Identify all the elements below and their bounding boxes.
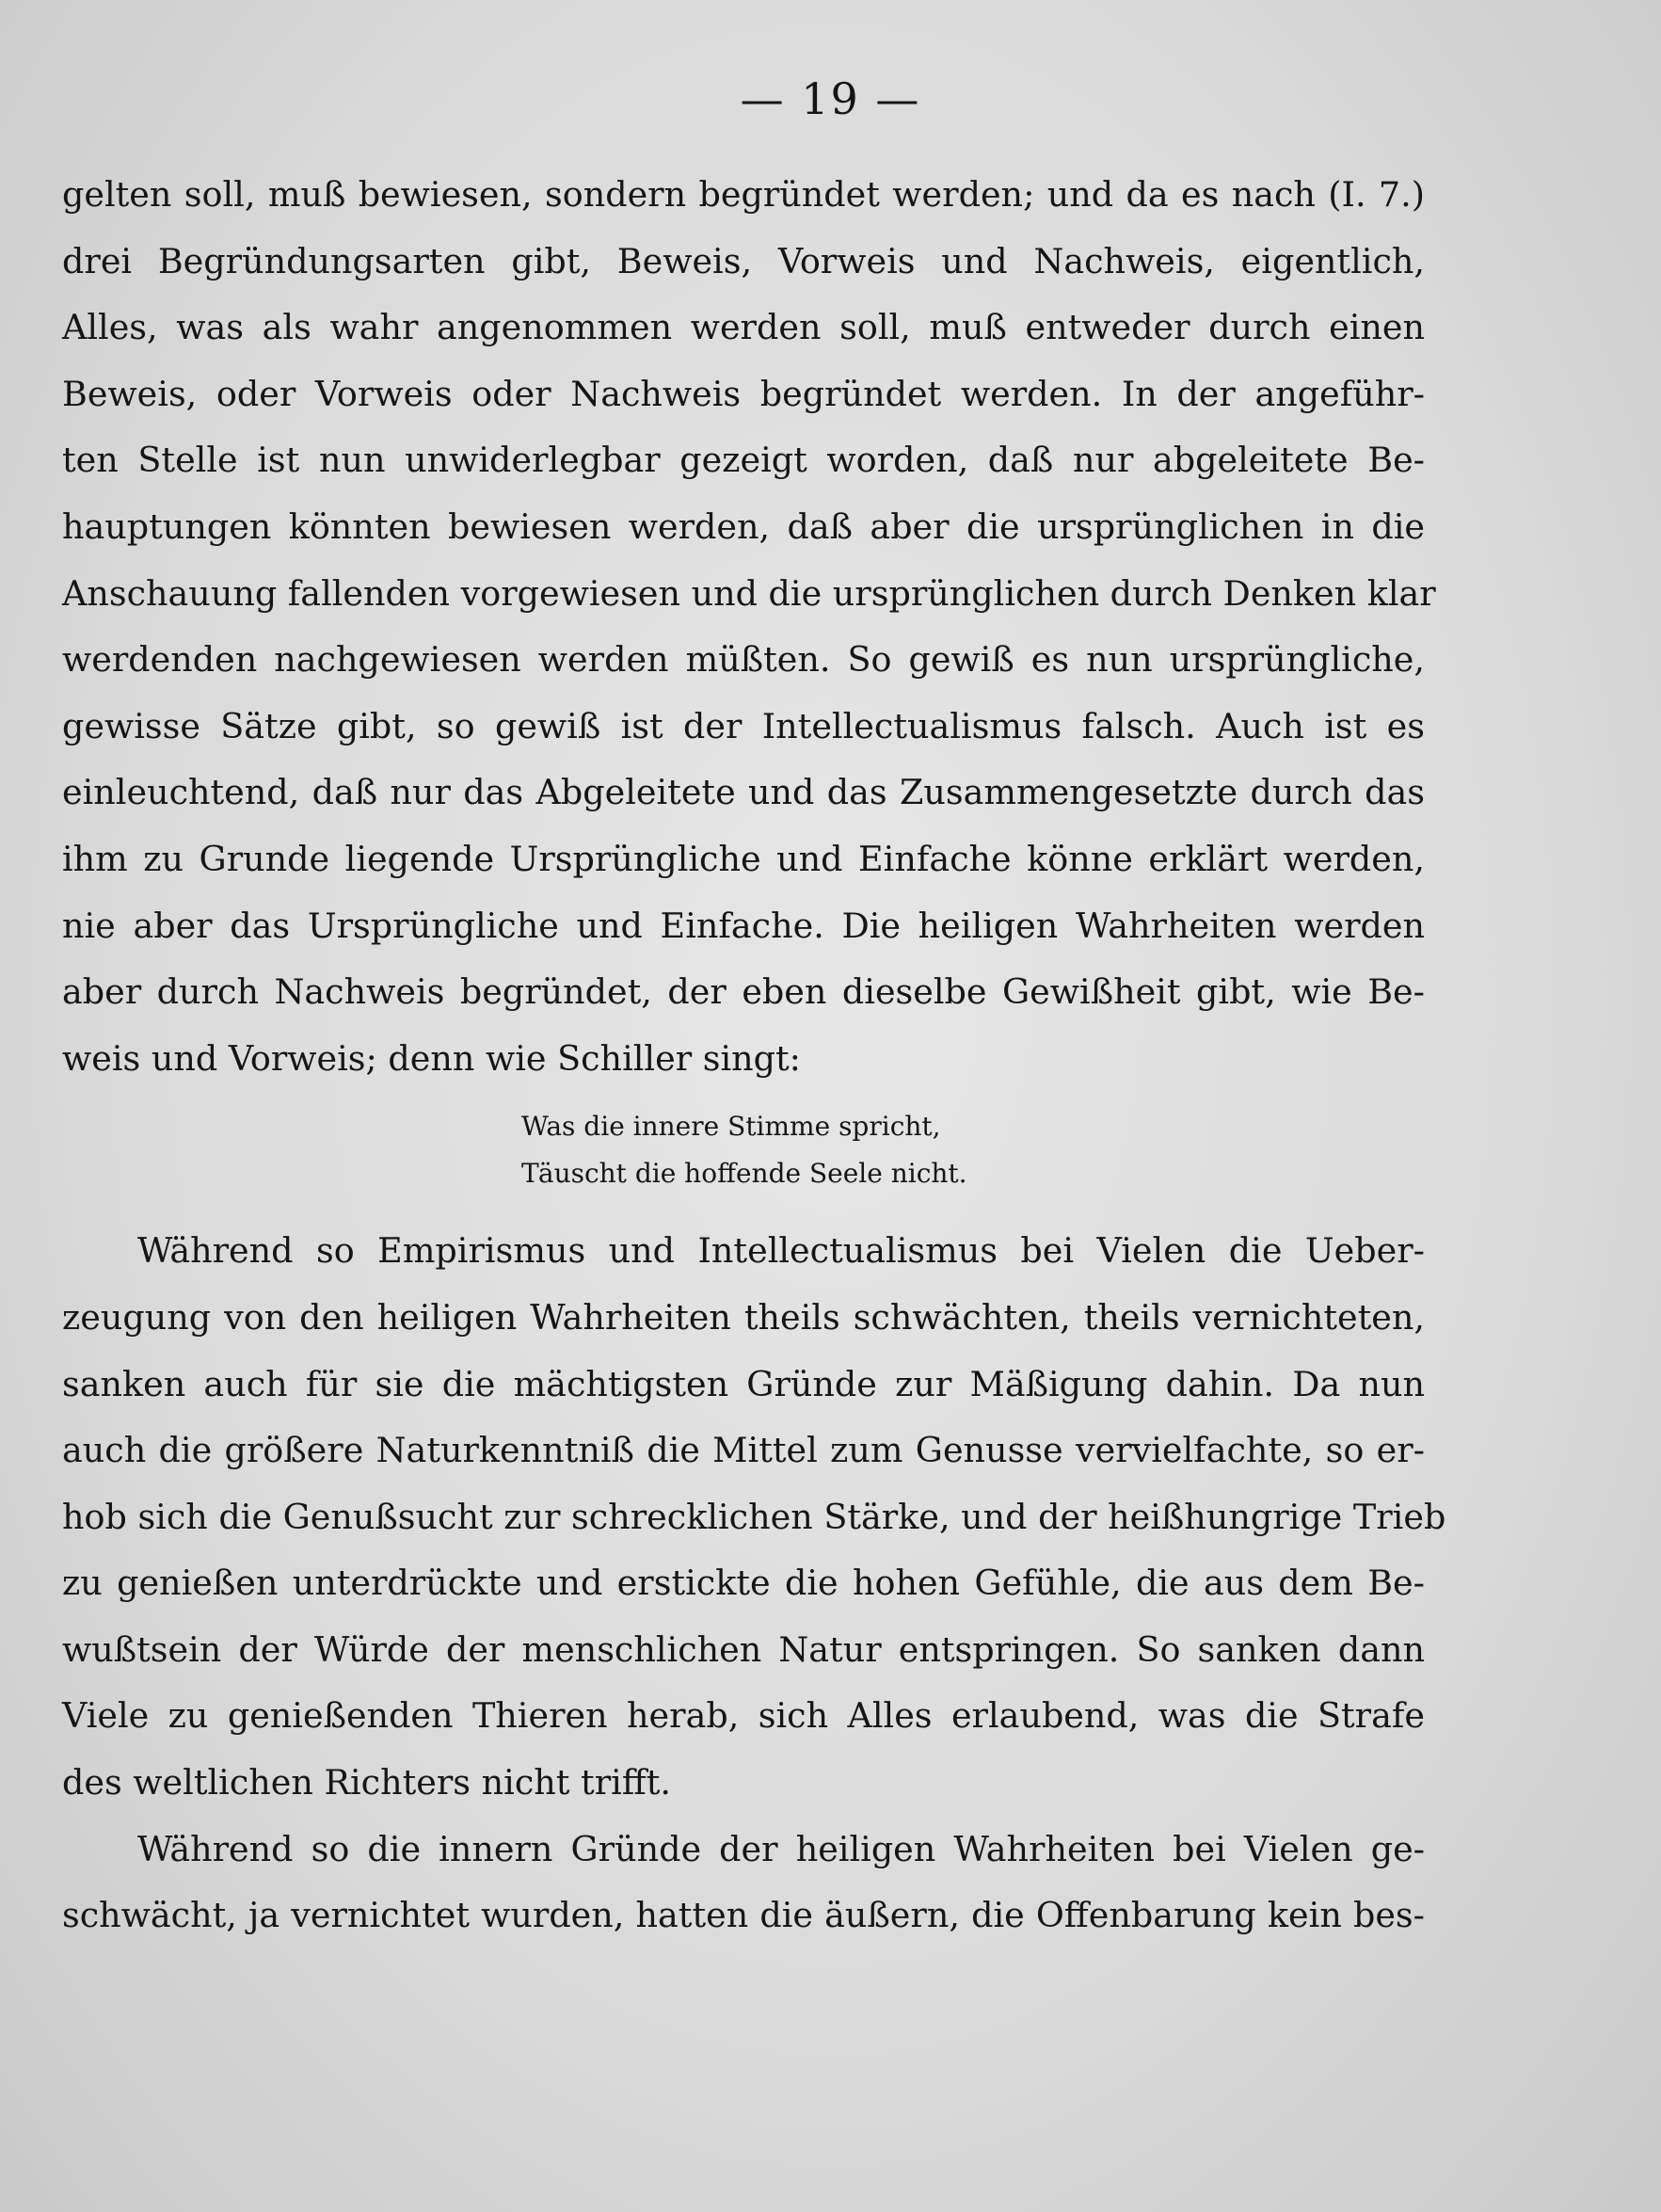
text-line: Anschauung fallenden vorgewiesen und die ursprünglichen durch Denken klar [62,572,1436,614]
text-line: weis und Vorweis; denn wie Schiller singt: [62,1037,801,1079]
paragraph-3 [62,1817,1425,1949]
text-line: Alles, was als wahr angenommen werden soll, muß entweder durch einen [62,307,1425,348]
text-line: nie aber das Ursprüngliche und Einfache. Die heiligen Wahrheiten werden [62,905,1425,946]
text-line: hob sich die Genußsucht zur schrecklichen Stärke, und der heißhungrige Trieb [62,1496,1446,1537]
text-line: Während so Empirismus und Intellectualismus bei Vielen die Ueber- [137,1230,1425,1272]
text-line: werdenden nachgewiesen werden müßten. So gewiß es nun ursprüngliche, [62,639,1425,681]
text-line: schwächt, ja vernichtet wurden, hatten die äußern, die Offenbarung kein bes- [62,1895,1425,1936]
verse-line: Täuscht die hoffende Seele nicht. [521,1158,967,1190]
text-line: ihm zu Grunde liegende Ursprüngliche und Einfache könne erklärt werden, [62,838,1425,879]
text-line: drei Begründungsarten gibt, Beweis, Vorweis und Nachweis, eigentlich, [62,240,1425,281]
verse-quote [62,1092,1425,1218]
text-line: Während so die innern Gründe der heiligen Wahrheiten bei Vielen ge- [137,1828,1425,1869]
text-line: zu genießen unterdrückte und erstickte die hohen Gefühle, die aus dem Be- [62,1563,1425,1604]
text-line: des weltlichen Richters nicht trifft. [62,1762,672,1803]
text-line: gewisse Sätze gibt, so gewiß ist der Intellectualismus falsch. Auch ist es [62,705,1425,746]
text-line: Beweis, oder Vorweis oder Nachweis begründet werden. In der angeführ- [62,373,1425,414]
paragraph-1 [62,162,1436,1092]
text-line: auch die größere Naturkenntniß die Mittel zum Genusse vervielfachte, so er- [62,1430,1425,1471]
paragraph-2 [62,1218,1446,1816]
text-line: wußtsein der Würde der menschlichen Natur entspringen. So sanken dann [62,1628,1425,1670]
text-line: ten Stelle ist nun unwiderlegbar gezeigt worden, daß nur abgeleitete Be- [62,440,1425,481]
text-line: Viele zu genießenden Thieren herab, sich Alles erlaubend, was die Strafe [62,1695,1425,1737]
text-line: sanken auch für sie die mächtigsten Gründe zur Mäßigung dahin. Da nun [62,1363,1425,1404]
text-line: einleuchtend, daß nur das Abgeleitete und das Zusammengesetzte durch das [62,772,1425,813]
text-line: gelten soll, muß bewiesen, sondern begründet werden; und da es nach (I. 7.) [62,174,1425,215]
text-line: aber durch Nachweis begründet, der eben dieselbe Gewißheit gibt, wie Be- [62,971,1425,1013]
verse-line: Was die innere Stimme spricht, [521,1111,941,1143]
text-line: zeugung von den heiligen Wahrheiten theils schwächten, theils vernichteten, [62,1296,1425,1338]
body-text [62,162,1446,1949]
page-number: — 19 — [740,73,921,124]
text-line: hauptungen könnten bewiesen werden, daß aber die ursprünglichen in die [62,505,1425,547]
